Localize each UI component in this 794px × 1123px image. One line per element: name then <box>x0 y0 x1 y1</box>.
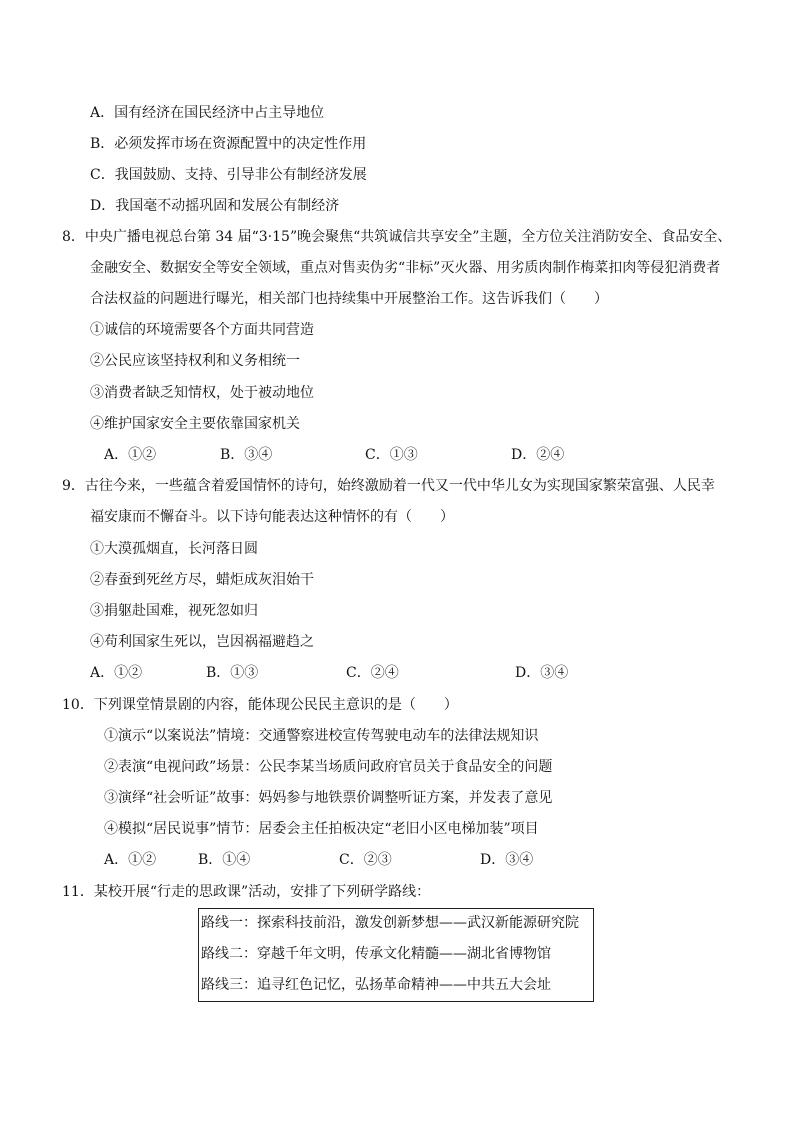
q10-item-4: ④模拟“居民说事”情节：居委会主任拍板决定“老旧小区电梯加装”项目 <box>104 821 539 837</box>
q8-item-1: ①诚信的环境需要各个方面共同营造 <box>90 322 314 338</box>
q8-choice-b: B．③④ <box>220 447 273 463</box>
q9-item-3: ③捐躯赴国难，视死忽如归 <box>90 603 258 619</box>
q9-stem-line-1: 9．古往今来，一些蕴含着爱国情怀的诗句，始终激励着一代又一代中华儿女为实现国家繁荣富强、人民幸 <box>62 478 715 494</box>
q10-stem: 10．下列课堂情景剧的内容，能体现公民民主意识的是（ ） <box>62 697 458 713</box>
q8-item-4: ④维护国家安全主要依靠国家机关 <box>90 416 300 432</box>
q10-item-3: ③演绎“社会听证”故事：妈妈参与地铁票价调整听证方案，并发表了意见 <box>104 790 553 806</box>
q11-route-3: 路线三：追寻红色记忆，弘扬革命精神——中共五大会址 <box>201 977 551 993</box>
q9-item-4: ④苟利国家生死以，岂因祸福避趋之 <box>90 634 314 650</box>
q8-item-2: ②公民应该坚持权利和义务相统一 <box>90 353 300 369</box>
q11-route-table <box>198 908 594 1002</box>
q11-route-2: 路线二：穿越千年文明，传承文化精髓——湖北省博物馆 <box>201 946 551 962</box>
q9-item-1: ①大漠孤烟直，长河落日圆 <box>90 541 258 557</box>
q9-choice-b: B．①③ <box>206 665 259 681</box>
q9-choice-d: D．③④ <box>515 665 569 681</box>
q7-option-d: D．我国毫不动摇巩固和发展公有制经济 <box>90 198 340 214</box>
q9-item-2: ②春蚕到死丝方尽，蜡炬成灰泪始干 <box>90 572 314 588</box>
q10-choice-a: A．①② <box>104 852 157 868</box>
q9-choice-c: C．②④ <box>346 665 399 681</box>
q8-stem-line-1: 8．中央广播电视总台第 34 届“3·15”晚会聚焦“共筑诚信共享安全”主题，全方位关注消防安全、食品安全、 <box>62 229 732 245</box>
q10-item-2: ②表演“电视问政”场景：公民李某当场质问政府官员关于食品安全的问题 <box>104 759 553 775</box>
q10-choice-b: B．①④ <box>198 852 251 868</box>
q9-stem-line-2: 福安康而不懈奋斗。以下诗句能表达这种情怀的有（ ） <box>90 509 454 525</box>
q9-choice-a: A．①② <box>90 665 143 681</box>
q7-option-c: C．我国鼓励、支持、引导非公有制经济发展 <box>90 167 367 183</box>
q8-stem-line-2: 金融安全、数据安全等安全领域，重点对售卖伪劣“非标”灭火器、用劣质肉制作梅菜扣肉等侵犯消费者 <box>90 260 721 276</box>
q10-choice-d: D．③④ <box>480 852 534 868</box>
q7-option-b: B．必须发挥市场在资源配置中的决定性作用 <box>90 136 367 152</box>
q11-stem: 11．某校开展“行走的思政课”活动，安排了下列研学路线： <box>62 884 431 900</box>
q10-item-1: ①演示“以案说法”情境：交通警察进校宣传驾驶电动车的法律法规知识 <box>104 728 539 744</box>
q10-choice-c: C．②③ <box>339 852 392 868</box>
q8-stem-line-3: 合法权益的问题进行曝光，相关部门也持续集中开展整治工作。这告诉我们（ ） <box>90 291 608 307</box>
q7-option-a: A．国有经济在国民经济中占主导地位 <box>90 105 325 121</box>
q8-choice-c: C．①③ <box>365 447 418 463</box>
q11-route-1: 路线一：探索科技前沿，激发创新梦想——武汉新能源研究院 <box>201 915 579 931</box>
q8-choice-a: A．①② <box>104 447 157 463</box>
q8-choice-d: D．②④ <box>511 447 565 463</box>
q8-item-3: ③消费者缺乏知情权，处于被动地位 <box>90 385 314 401</box>
